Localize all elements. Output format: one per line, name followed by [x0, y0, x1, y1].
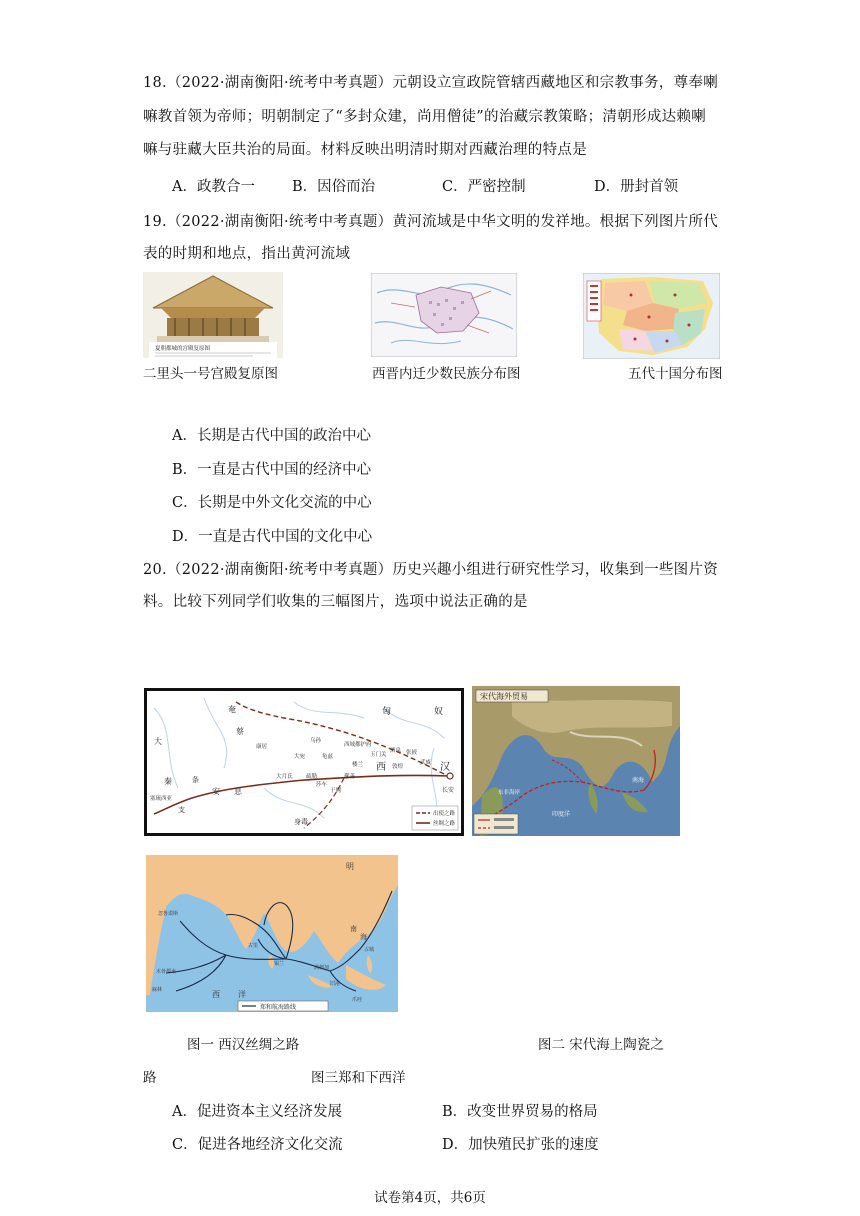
- label-changan: 长安: [442, 787, 455, 794]
- song-maritime-map: [472, 686, 680, 836]
- five-dynasties-map-image: [583, 273, 720, 359]
- label-xi3: 西: [212, 990, 220, 999]
- q19-option-a[interactable]: A．长期是古代中国的政治中心: [172, 428, 371, 444]
- q20-option-a[interactable]: A．促进资本主义经济发展: [172, 1104, 342, 1120]
- label-guli: 古里: [248, 943, 259, 949]
- label-qiuci: 龟兹: [322, 754, 334, 760]
- label-zhangye: 张掖: [406, 750, 418, 756]
- label-jiuquan: 酒泉: [390, 748, 402, 754]
- label-indian-ocean: 印度洋: [552, 811, 571, 818]
- label-yumenguan: 玉门关: [370, 752, 387, 758]
- label-shule: 疏勒: [306, 774, 318, 780]
- caption-figure-1: 图一 西汉丝绸之路: [187, 1037, 300, 1053]
- caption-figure-2-cont: 路: [143, 1070, 157, 1086]
- label-malin: 麻林: [152, 987, 163, 993]
- q18-option-d[interactable]: D．册封首领: [594, 179, 679, 195]
- label-xiong: 匈: [382, 707, 392, 717]
- q20-option-d[interactable]: D．加快殖民扩张的速度: [442, 1137, 599, 1153]
- q20-line-2: 料。比较下列同学们收集的三幅图片，选项中说法正确的是: [143, 594, 528, 610]
- label-mugudushu: 木骨都束: [156, 969, 177, 975]
- caption-erlitou: 二里头一号宫殿复原图: [143, 366, 278, 382]
- zheng-he-map: [146, 855, 398, 1012]
- silk-road-map: [144, 688, 464, 836]
- label-jiugang: 旧港: [330, 981, 341, 987]
- erlitou-palace-image: [143, 272, 283, 358]
- q19-option-c[interactable]: C．长期是中外文化交流的中心: [172, 495, 372, 511]
- label-nan: 南: [350, 925, 357, 933]
- q20-line-1: 20.（2022·湖南衡阳·统考中考真题）历史兴趣小组进行研究性学习，收集到一些图片资: [143, 562, 719, 578]
- label-xi2: 息: [234, 787, 242, 796]
- label-xiyu-duhufu: 西域都护府: [344, 742, 372, 748]
- caption-five-dynasties: 五代十国分布图: [628, 366, 723, 382]
- q19-option-b[interactable]: B．一直是古代中国的经济中心: [172, 462, 372, 478]
- label-shache: 莎车: [316, 782, 328, 788]
- legend-silk-route: 丝绸之路: [433, 821, 456, 827]
- label-wusun: 乌孙: [310, 738, 322, 744]
- label-an: 安: [212, 787, 220, 796]
- label-east-africa: 东非海岸: [498, 790, 521, 796]
- label-yutian: 于阗: [330, 788, 342, 794]
- label-tiao: 条: [192, 776, 199, 784]
- caption-figure-2: 图二 宋代海上陶瓷之: [538, 1037, 664, 1053]
- label-zhi: 支: [178, 806, 185, 814]
- palace-inner-label: 夏朝都城的宫殿复原图: [155, 346, 211, 352]
- label-seleucia: 塞琉西亚: [150, 796, 173, 802]
- label-yan: 奄: [228, 705, 236, 714]
- label-da: 大: [154, 737, 162, 746]
- q19-option-d[interactable]: D．一直是古代中国的文化中心: [172, 529, 373, 545]
- label-yang: 洋: [238, 990, 246, 999]
- q18-line-2: 嘛教首领为帝师；明朝制定了“多封众建，尚用僧徒”的治藏宗教策略；清朝形成达赖喇: [143, 109, 707, 125]
- label-hai: 海: [360, 933, 367, 941]
- label-han: 汉: [440, 762, 450, 773]
- caption-figure-3: 图三郑和下西洋: [311, 1070, 406, 1086]
- label-cai: 蔡: [236, 727, 244, 736]
- label-kangju: 康居: [256, 744, 268, 750]
- label-shanshan: 鄯善: [344, 774, 356, 780]
- western-jin-map-image: [371, 273, 517, 357]
- label-hulumosi: 忽鲁谟斯: [158, 911, 179, 917]
- page-footer: 试卷第4页，共6页: [374, 1190, 486, 1206]
- song-map-title: 宋代海外贸易: [480, 692, 528, 701]
- label-shendu: 身毒: [294, 818, 308, 826]
- caption-western-jin: 西晋内迁少数民族分布图: [372, 366, 521, 382]
- q19-line-2: 表的时期和地点，指出黄河流域: [143, 246, 351, 262]
- q18-option-a[interactable]: A．政教合一: [172, 179, 255, 195]
- label-xilan: 锡兰: [274, 961, 285, 967]
- label-zhaowa: 爪哇: [352, 997, 363, 1003]
- q18-line-3: 嘛与驻藏大臣共治的局面。材料反映出明清时期对西藏治理的特点是: [143, 142, 587, 158]
- label-zhancheng: 占城: [364, 947, 375, 953]
- q18-option-b[interactable]: B．因俗而治: [292, 179, 376, 195]
- q19-line-1: 19.（2022·湖南衡阳·统考中考真题）黄河流域是中华文明的发祥地。根据下列图片所代: [143, 214, 719, 230]
- label-ming: 明: [346, 862, 354, 871]
- label-qin: 秦: [164, 777, 172, 786]
- q20-option-c[interactable]: C．促进各地经济文化交流: [172, 1137, 343, 1153]
- legend-envoy-route: 出使之路: [433, 811, 456, 817]
- label-wuwei: 武威: [420, 760, 432, 766]
- q18-line-1: 18.（2022·湖南衡阳·统考中考真题）元朝设立宣政院管辖西藏地区和宗教事务，尊奉喇: [143, 75, 719, 91]
- q18-option-c[interactable]: C．严密控制: [442, 179, 526, 195]
- label-nanhai: 南海: [632, 777, 645, 784]
- label-loulan: 楼兰: [352, 762, 364, 768]
- label-dayuezhi: 大月氏: [276, 774, 293, 780]
- q20-option-b[interactable]: B．改变世界贸易的格局: [442, 1104, 598, 1120]
- label-dawan: 大宛: [294, 754, 306, 760]
- label-dunhuang: 敦煌: [392, 764, 404, 770]
- label-xi: 西: [376, 762, 386, 773]
- label-nu: 奴: [434, 707, 444, 717]
- label-manlajia: 满剌加: [314, 965, 330, 971]
- legend-zheng-he-route: 郑和航海路线: [260, 1004, 297, 1011]
